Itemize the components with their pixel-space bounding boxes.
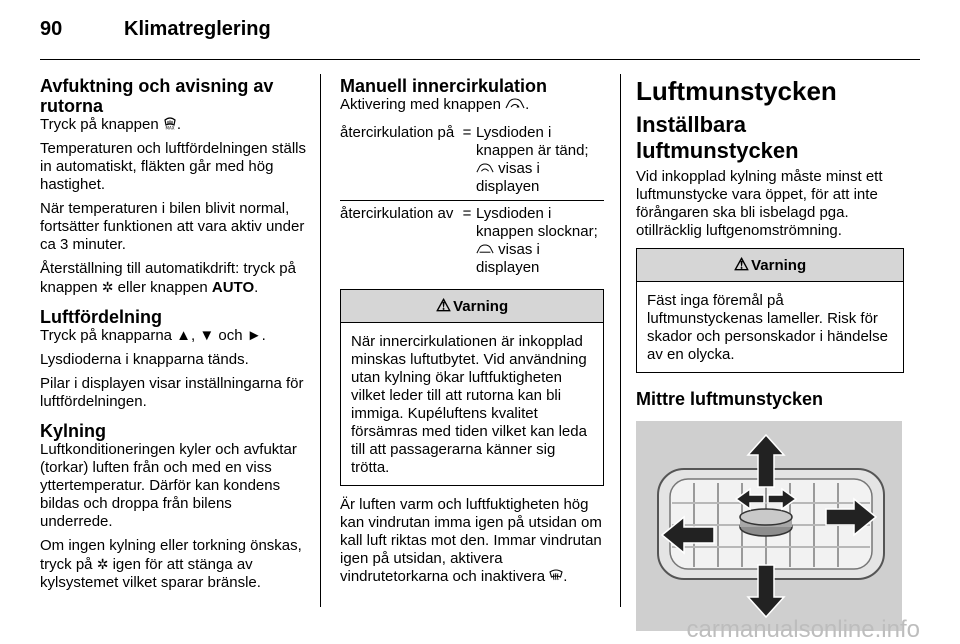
recirculation-on-icon xyxy=(476,163,494,174)
column-left: Avfuktning och avisning av rutorna Tryck på knappen MAX . Temperaturen och luftfördelningen ställs in automatiskt, fläkten går med hög hastighet. När temperaturen i bilen blivit normal, fortsätter funktionen att vara aktiv under ca 3 minuter. Återställning till automatikdrift: tryck på knappen ✲ eller knappen AUTO. Luftfördelning Tryck på knapparna ▲, ▼ och ►. Lysdioderna i knapparna tänds. Pilar i displayen visar inställningarna för luftfördelningen. Kylning Luftkonditioneringen kyler och avfuktar (torkar) luften från och med en viss yttertemperatur. Därför kan kondens bildas och droppa från bilens underrede. Om ingen kylning eller torkning önskas, tryck på ✲ igen för att stänga av kylsystemet vilket sparar bränsle. xyxy=(40,76,306,591)
page-title: Klimatreglering xyxy=(124,18,271,40)
column-right xyxy=(636,76,904,631)
windshield-defrost-icon xyxy=(549,569,563,582)
text: Luftkonditioneringen kyler och avfuktar (torkar) luften från och med en viss yttertemperatur. Därför kan kondens bildas och droppa från bilens underrede. xyxy=(40,441,297,530)
heading-recirculation: Manuell innercirkulation xyxy=(340,76,548,96)
center-vent-illustration xyxy=(636,421,902,631)
page-header xyxy=(40,18,920,46)
table-row: återcirkulation på = Lysdioden i knappen är tänd; visas i displayen xyxy=(340,120,604,201)
warning-icon: ⚠ xyxy=(435,296,452,315)
warning-box xyxy=(340,289,604,486)
heading-cooling: Kylning xyxy=(40,421,106,441)
heading-adjustable-vents: Inställbara luftmunstycken xyxy=(636,112,799,163)
text: Tryck på knapparna ▲, ▼ och ►. xyxy=(40,327,266,344)
text: Temperaturen och luftfördelningen ställs in automatiskt, fläkten går med hög hastighet. xyxy=(40,140,306,193)
vent-diagram xyxy=(636,421,902,631)
text: När temperaturen i bilen blivit normal, fortsätter funktionen att vara aktiv under ca 3 minuter. xyxy=(40,200,305,253)
heading-vents: Luftmunstycken xyxy=(636,76,837,106)
column-middle: Manuell innercirkulation Aktivering med knappen . återcirkulation på = Lysdioden i knappen är tänd; visas i displayen återcirkulation av = Lysdioden i knappen slocknar; visas i displayen ⚠ Varning När innercirkulationen är inkopplad minskas luftutbytet. Vid användning utan kylning ökar luftfuktigheten vilket leder till att rutorna kan bli immiga. Kupéluftens kvalitet försämras med tiden vilket kan leda till att passagerarna känner sig trötta. Är luften varm och luftfuktigheten hög kan vindrutan imma igen på utsidan om kall luft riktas mot den. Immar vindrutan igen på utsidan, aktivera vindrutetorkarna och inaktivera . xyxy=(340,76,604,592)
auto-label: AUTO xyxy=(211,279,255,296)
column-divider-1 xyxy=(320,74,321,607)
heading-center-vents: Mittre luftmunstycken xyxy=(636,389,824,409)
page-number: 90 xyxy=(40,18,63,40)
watermark: carmanualsonline.info xyxy=(686,616,920,643)
warning-text: När innercirkulationen är inkopplad minskas luftutbytet. Vid användning utan kylning ökar luftfuktigheten vilket leder till att rutorna kan bli immiga. Kupéluftens kvalitet försämras med tiden vilket kan leda till att passagerarna känner sig trötta. xyxy=(351,333,587,476)
recirculation-off-icon xyxy=(476,244,494,255)
snowflake-icon: ✲ xyxy=(101,279,114,295)
heading-defrost: Avfuktning och avisning av rutorna xyxy=(40,76,274,116)
table-term: återcirkulation på xyxy=(340,124,455,141)
text: Vid inkopplad kylning måste minst ett luftmunstycke vara öppet, för att inte förångaren ska bli isbelagd pga. otillräcklig luftgenomströmning. xyxy=(636,168,883,239)
max-defrost-icon xyxy=(163,116,177,130)
warning-header: ⚠ Varning xyxy=(341,290,603,323)
text: Tryck på knappen xyxy=(40,116,159,133)
header-rule xyxy=(40,59,920,60)
text: Lysdioderna i knapparna tänds. xyxy=(40,351,249,368)
svg-text:MAX: MAX xyxy=(165,125,175,130)
table-term: återcirkulation av xyxy=(340,201,458,282)
recirculation-icon xyxy=(505,98,525,110)
table-row: återcirkulation av = Lysdioden i knappen slocknar; visas i displayen xyxy=(340,201,604,282)
recirculation-table xyxy=(340,120,604,281)
warning-header: ⚠ Varning xyxy=(637,249,903,282)
warning-icon: ⚠ xyxy=(733,255,750,274)
snowflake-icon: ✲ xyxy=(96,556,109,572)
warning-box xyxy=(636,248,904,373)
column-divider-2 xyxy=(620,74,621,607)
text: Pilar i displayen visar inställningarna för luftfördelningen. xyxy=(40,375,304,410)
heading-distribution: Luftfördelning xyxy=(40,307,162,327)
warning-text: Fäst inga föremål på luftmunstyckenas lameller. Risk för skador och personskador i händelse av en olycka. xyxy=(647,292,888,363)
